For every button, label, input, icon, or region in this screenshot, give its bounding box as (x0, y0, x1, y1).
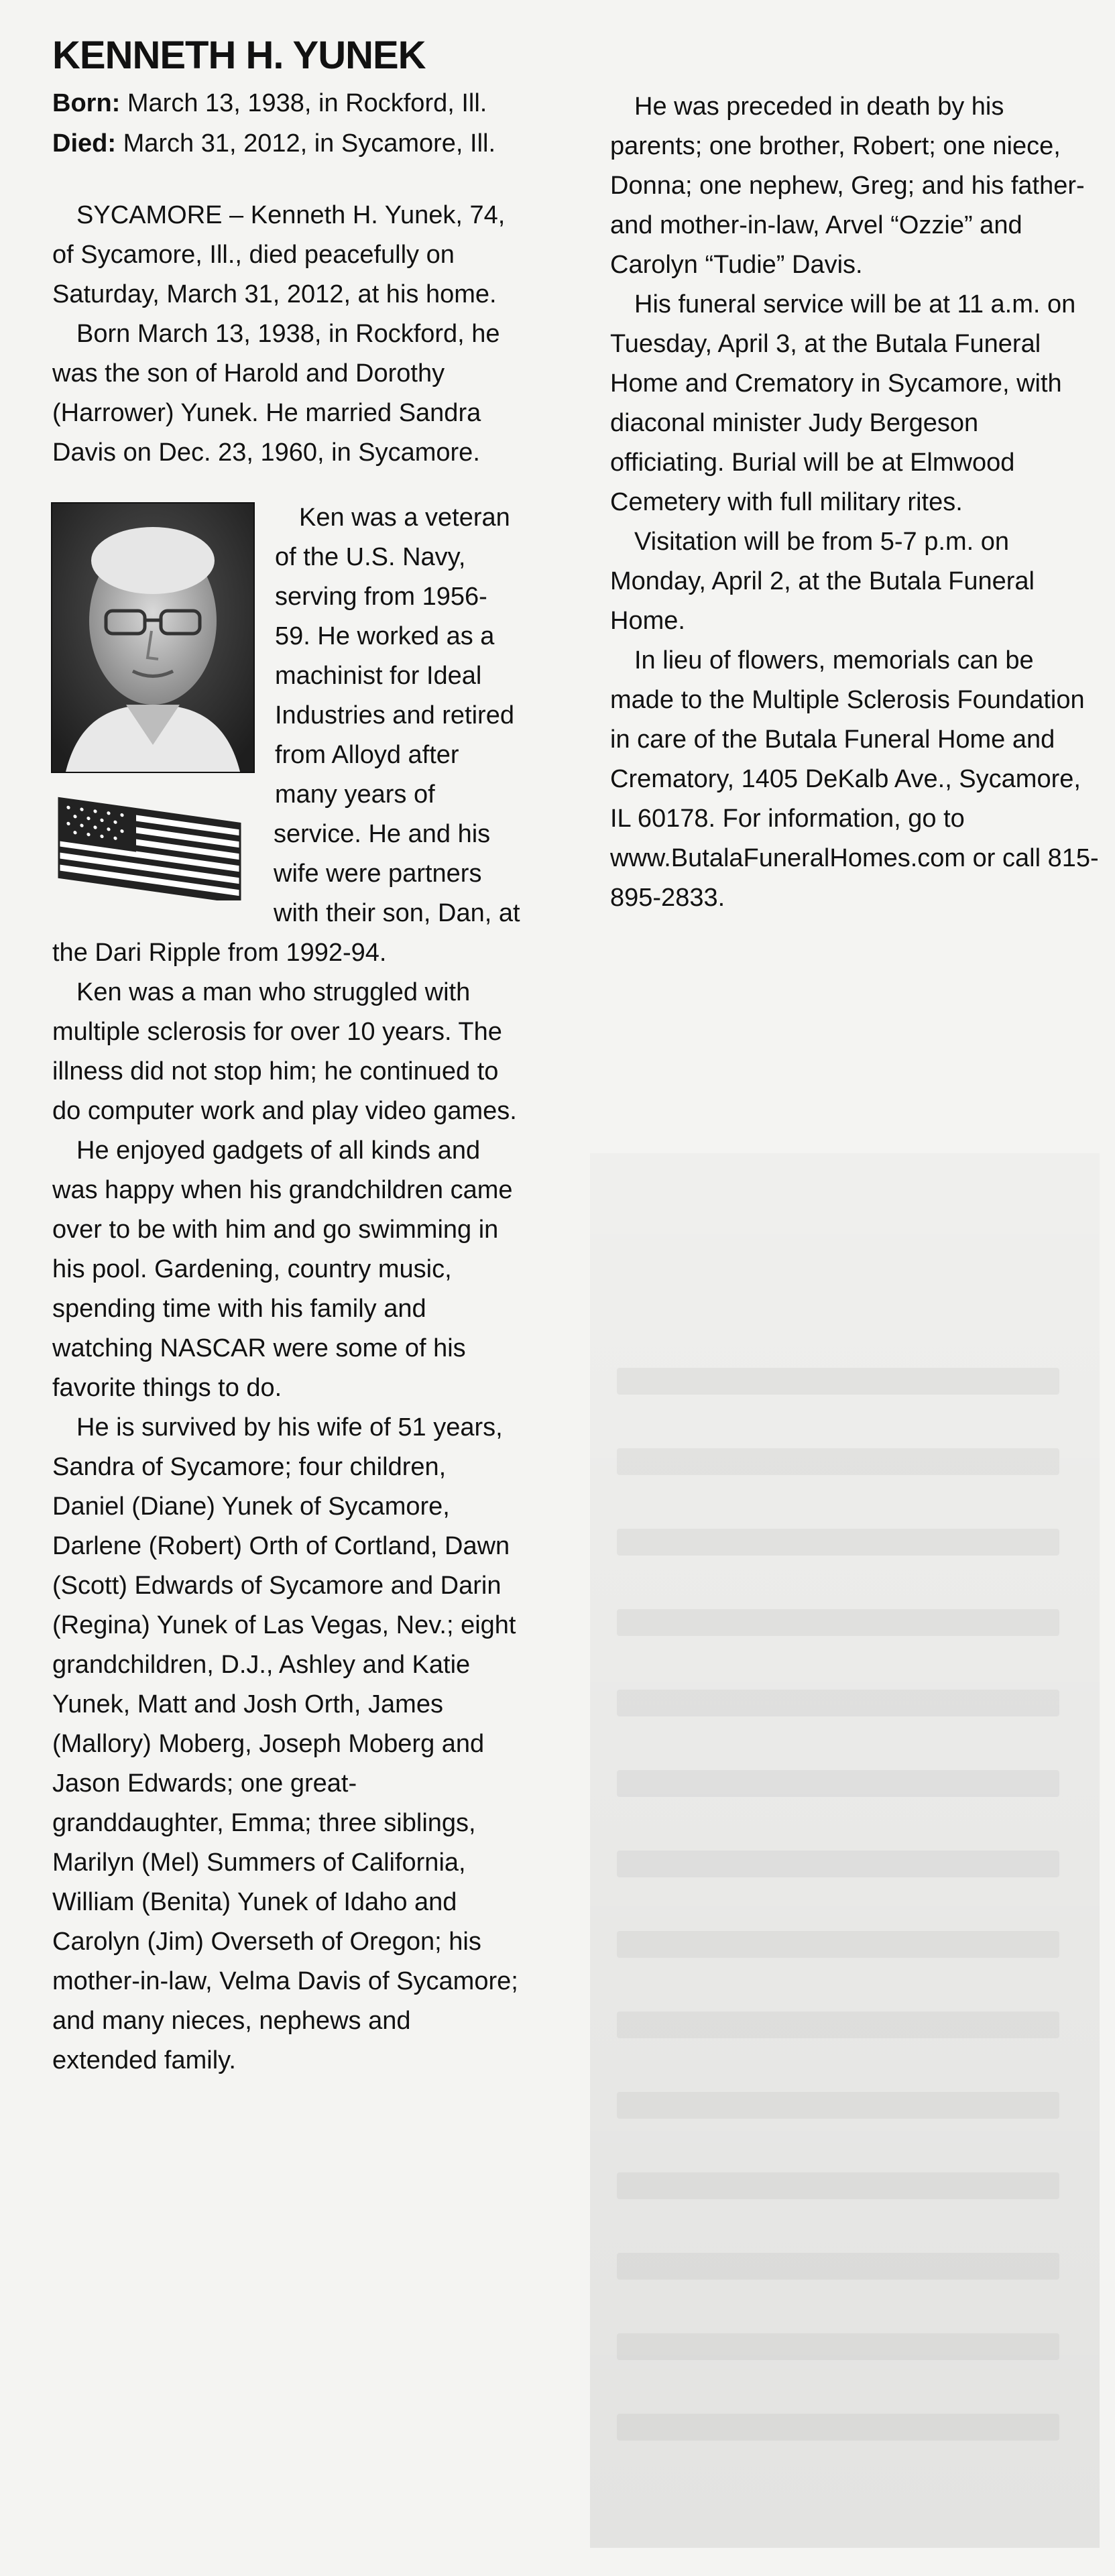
paragraph-survivors: He is survived by his wife of 51 years, Sandra of Sycamore; four children, Daniel (Diane) Yunek of Sycamore, Darlene (Robert) Orth of Cortland, Dawn (Scott) Edwards of Sycamore and Darin (Regina) Yunek of Las Vegas, Nev.; eight grandchildren, D.J., Ashley and Katie Yunek, Matt and Josh Orth, James (Mallory) Moberg, Joseph Moberg and Jason Edwards; one great-granddaughter, Emma; three siblings, Marilyn (Mel) Summers of California, William (Benita) Yunek of Idaho and Carolyn (Jim) Overseth of Oregon; his mother-in-law, Velma Davis of Sycamore; and many nieces, nephews and extended family. (52, 1413, 518, 2074)
bleed-through-line (617, 2253, 1059, 2280)
bleed-through-line (617, 1931, 1059, 1958)
paragraph-preceded: He was preceded in death by his parents; one brother, Robert; one niece, Donna; one nephew, Greg; and his father- and mother-in-law, Arvel “Ozzie” and Carolyn “Tudie” Davis. (610, 93, 1085, 279)
obituary-name: KENNETH H. YUNEK (52, 34, 426, 77)
portrait-photo (51, 502, 255, 773)
bleed-through-line (617, 1368, 1059, 1395)
bleed-through-line (617, 2333, 1059, 2360)
bleed-through-line (617, 2414, 1059, 2441)
right-column (610, 87, 1100, 918)
born-line (52, 83, 522, 123)
died-text: March 31, 2012, in Sycamore, Ill. (123, 129, 496, 158)
paragraph-funeral-service: His funeral service will be at 11 a.m. on Tuesday, April 3, at the Butala Funeral Home and Crematory in Sycamore, with diaconal minister Judy Bergeson officiating. Burial will be at Elmwood Cemetery with full military rites. (610, 290, 1076, 516)
bleed-through-line (617, 1609, 1059, 1636)
photo-wrap-block (52, 498, 522, 973)
bleed-through-line (617, 1448, 1059, 1475)
paragraph-illness: Ken was a man who struggled with multiple sclerosis for over 10 years. The illness did not stop him; he continued to do computer work and play video games. (52, 978, 517, 1125)
paragraph-death-notice: SYCAMORE – Kenneth H. Yunek, 74, of Sycamore, Ill., died peacefully on Saturday, March 31, 2012, at his home. (52, 201, 506, 308)
born-label: Born: (52, 89, 121, 117)
bleed-through-line (617, 2172, 1059, 2199)
born-text: March 13, 1938, in Rockford, Ill. (127, 89, 487, 117)
american-flag-icon (52, 793, 253, 900)
paragraph-memorials: In lieu of flowers, memorials can be made to the Multiple Sclerosis Foundation in care of the Butala Funeral Home and Crematory, 1405 DeKalb Ave., Sycamore, IL 60178. For information, go to www.ButalaFuneralHomes.com or call 815-895-2833. (610, 646, 1099, 912)
died-line (52, 123, 522, 164)
bleed-through-line (617, 2011, 1059, 2038)
bleed-through-line (617, 1770, 1059, 1797)
paragraph-veteran-career: Ken was a veteran of the U.S. Navy, serving from 1956-59. He worked as a machinist for Ideal Industries and retired from Alloyd after many years of service. He and his wife were partners with their son, Dan, at the Dari Ripple from 1992-94. (52, 504, 520, 967)
left-column (52, 34, 522, 2081)
bleed-through-line (617, 1529, 1059, 1556)
bleed-through-line (617, 1851, 1059, 1877)
portrait-photo-graphic (52, 504, 253, 772)
died-label: Died: (52, 129, 116, 158)
bleed-through-line (617, 1690, 1059, 1716)
flag-graphic (52, 793, 253, 900)
paragraph-visitation: Visitation will be from 5-7 p.m. on Monday, April 2, at the Butala Funeral Home. (610, 528, 1035, 635)
paragraph-birth-marriage: Born March 13, 1938, in Rockford, he was the son of Harold and Dorothy (Harrower) Yunek. He married Sandra Davis on Dec. 23, 1960, in Sycamore. (52, 320, 500, 467)
bleed-through-line (617, 2092, 1059, 2119)
paragraph-hobbies: He enjoyed gadgets of all kinds and was happy when his grandchildren came over to be with him and go swimming in his pool. Gardening, country music, spending time with his family and watching NASCAR were some of his favorite things to do. (52, 1136, 513, 1402)
